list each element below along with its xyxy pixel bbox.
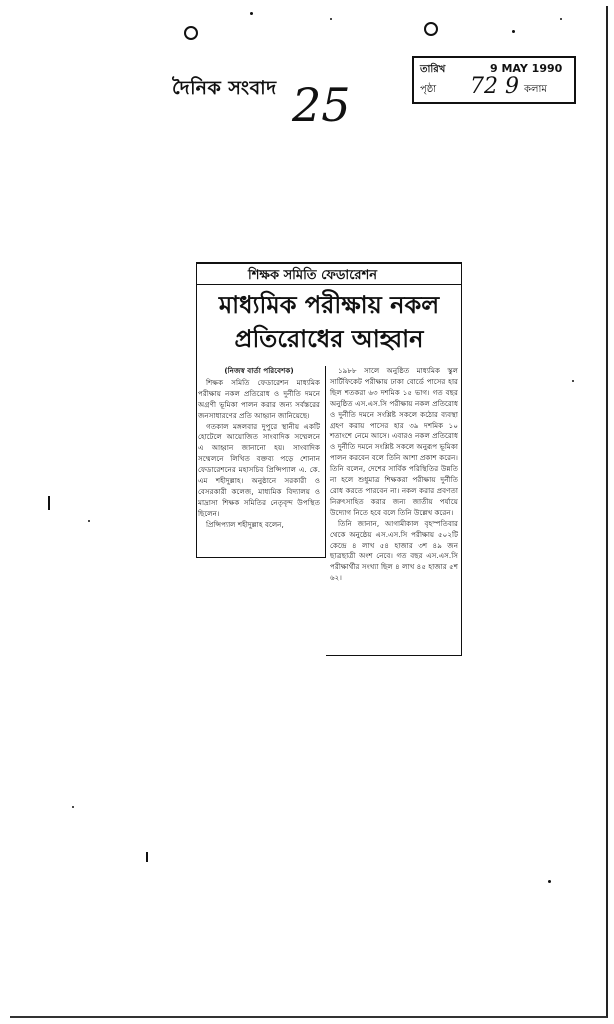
- article-paragraph: তিনি জানান, আগামীকাল বৃহস্পতিবার থেকে অনুষ্ঠেয় এস.এস.সি পরীক্ষায় ৫০২টি কেন্দ্রে ৪ লাখ ৫৪ হাজার ৩শ ৪৯ জন ছাত্রছাত্রী অংশ নেবে। গত বছর এস.এস.সি পরীক্ষার্থীর সংখ্যা ছিল ৪ লাখ ৪৫ হাজার ৫শ ৬২।: [330, 518, 458, 583]
- clipping-bottom-left-edge: [196, 557, 326, 558]
- scan-speck: [560, 18, 562, 20]
- clipping-right-edge: [461, 262, 462, 656]
- article-paragraph: শিক্ষক সমিতি ফেডারেশন মাধ্যমিক পরীক্ষায় নকল প্রতিরোধ ও দুর্নীতি দমনে অগ্রণী ভূমিকা পালন করার জন্য সর্বস্তরের জনসাধারণের প্রতি আহ্বান জানিয়েছে।: [198, 377, 320, 420]
- scan-speck: [146, 852, 148, 862]
- scan-speck: [548, 880, 551, 883]
- article-kicker: শিক্ষক সমিতি ফেডারেশন: [248, 268, 378, 283]
- scan-speck: [572, 380, 574, 382]
- article-headline-line2: প্রতিরোধের আহ্বান: [234, 325, 424, 353]
- newspaper-masthead: দৈনিক সংবাদ: [172, 77, 277, 99]
- stamp-date-value: 9 MAY 1990: [490, 62, 563, 75]
- scan-speck: [72, 806, 74, 808]
- stamp-page-label: পৃষ্ঠা: [420, 84, 437, 95]
- scan-speck: [250, 12, 253, 15]
- article-headline-line1: মাধ্যমিক পরীক্ষায় নকল: [218, 291, 440, 319]
- scan-speck: [330, 18, 332, 20]
- scan-speck: [512, 30, 515, 33]
- stamp-column-label: কলাম: [524, 84, 547, 95]
- clipping-column-divider: [325, 366, 326, 558]
- clipping-bottom-right-edge: [326, 655, 462, 656]
- article-byline: (নিজস্ব বার্তা পরিবেশক): [224, 366, 294, 375]
- clipping-top-rule: [196, 262, 462, 264]
- article-right-column: [330, 366, 458, 654]
- stamp-handwritten-number: 72 9: [470, 74, 519, 99]
- article-paragraph: ১৯৮৮ সালে অনুষ্ঠিত মাধ্যমিক স্কুল সার্টিফিকেট পরীক্ষায় ঢাকা বোর্ডে পাসের হার ছিল শতকরা ৬৩ দশমিক ১৫ ভাগ। গত বছর অনুষ্ঠিত এস.এস.সি পরীক্ষায় নকল প্রতিরোধ ও দুর্নীতি দমনে সংশ্লিষ্ট সকলে কঠোর ব্যবস্থা গ্রহণ করায় পাসের হার ৩৯ দশমিক ১০ শতাংশে নেমে আসে। এবারও নকল প্রতিরোধ ও দুর্নীতি দমনে সংশ্লিষ্ট সকলে অনুরূপ ভূমিকা পালন করবেন বলে তিনি আশা প্রকাশ করেন। তিনি বলেন, দেশের সার্বিক পরিস্থিতির উন্নতি না হলে শুধুমাত্র শিক্ষকরা পরীক্ষায় দুর্নীতি রোধ করতে পারবেন না। নকল করার প্রবণতা নিরুৎসাহিত করার জন্য জাতীয় পর্যায়ে উদ্যোগ নিতে হবে বলে তিনি উল্লেখ করেন।: [330, 366, 458, 517]
- punch-hole-right: [424, 22, 438, 36]
- scan-speck: [48, 496, 50, 510]
- date-stamp: [412, 56, 576, 104]
- handwritten-page-number: 25: [292, 78, 351, 132]
- article-paragraph: প্রিন্সিপ্যাল শহীদুল্লাহ বলেন,: [206, 519, 284, 529]
- newspaper-clipping: [196, 262, 462, 656]
- article-paragraph: গতকাল মঙ্গলবার দুপুরে স্থানীয় একটি হোটেলে আয়োজিত সাংবাদিক সম্মেলনে এ আহ্বান জানানো হয়। সাংবাদিক সম্মেলনে লিখিত বক্তব্য পড়ে শোনান ফেডারেশনের মহাসচিব প্রিন্সিপ্যাল এ. কে. এম শহীদুল্লাহ। অনুষ্ঠানে সরকারী ও বেসরকারী কলেজ, মাধ্যমিক বিদ্যালয় ও মাদ্রাসা শিক্ষক সমিতির নেতৃবৃন্দ উপস্থিত ছিলেন।: [198, 421, 320, 518]
- stamp-date-label: তারিখ: [420, 64, 446, 75]
- punch-hole-left: [184, 26, 198, 40]
- article-left-column: [198, 366, 320, 556]
- scan-speck: [88, 520, 90, 522]
